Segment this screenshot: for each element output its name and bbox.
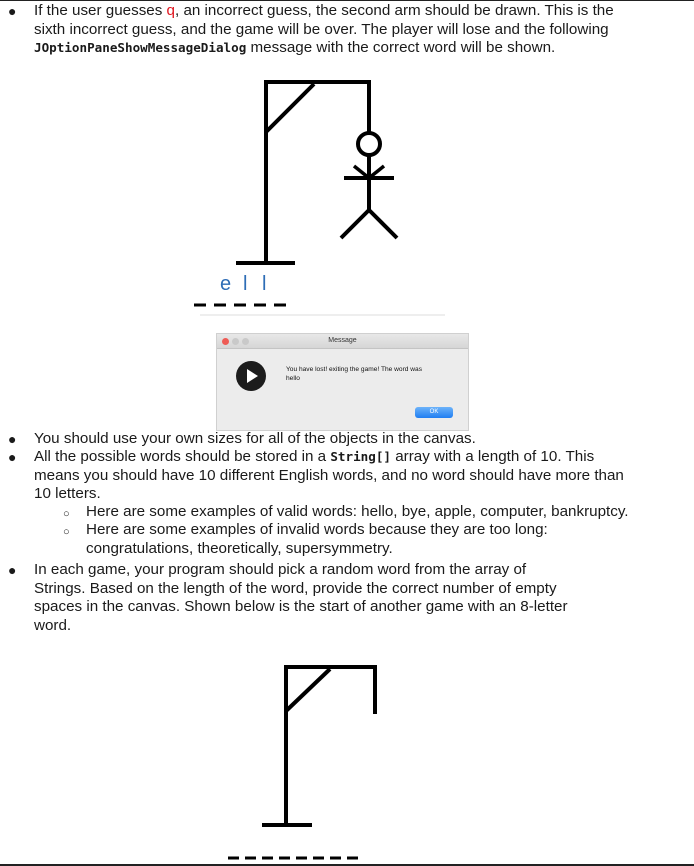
random-line-2: Strings. Based on the length of the word, provide the correct number of empty (34, 579, 557, 597)
words-line-3: 10 letters. (34, 485, 101, 502)
intro-text-cont: , an incorrect guess, the second arm should be drawn. This is the (175, 2, 614, 19)
letter-3: l (262, 273, 267, 295)
intro-line-3: message with the correct word will be shown. (246, 39, 556, 56)
invalid-words-line-2: congratulations, theoretically, supersymmetry. (86, 539, 393, 557)
dialog-message (286, 365, 422, 383)
code-string-array: String[] (330, 449, 391, 464)
bullet-dot: ● (8, 562, 17, 578)
bullet-dot: ● (8, 431, 17, 447)
guessed-letter: q (166, 2, 175, 19)
left-leg (341, 210, 369, 238)
dialog-message-line-1: You have lost! exiting the game! The word was (286, 366, 422, 373)
intro-text: If the user guesses (34, 2, 167, 19)
code-joptionpane: JOptionPaneShowMessageDialog (34, 40, 247, 55)
intro-line-2: sixth incorrect guess, and the game will be over. The player will lose and the following (34, 20, 609, 38)
bullet-dot: ● (8, 449, 17, 465)
play-icon (247, 369, 258, 383)
sizes-text: You should use your own sizes for all of the objects in the canvas. (34, 430, 476, 447)
random-line-4: word. (34, 616, 72, 634)
sub-bullet-circle: ○ (63, 526, 70, 538)
words-text-cont: array with a length of 10. This (391, 448, 595, 465)
letter-2: l (243, 273, 248, 295)
gallows-brace (286, 669, 330, 711)
sub-bullet-circle: ○ (63, 508, 70, 520)
message-dialog (216, 333, 469, 431)
top-rule (0, 0, 694, 1)
ok-button[interactable]: OK (415, 407, 453, 418)
valid-words-text: Here are some examples of valid words: hello, bye, apple, computer, bankruptcy. (86, 503, 629, 520)
gallows-brace (266, 84, 314, 132)
dialog-title: Message (328, 337, 357, 344)
dialog-titlebar (217, 334, 468, 349)
head (358, 133, 380, 155)
right-leg (369, 210, 397, 238)
java-icon (236, 361, 266, 391)
letter-1: e (220, 273, 232, 295)
random-line-1: In each game, your program should pick a random word from the array of (34, 561, 527, 578)
word-blanks-1 (190, 300, 300, 310)
words-text: All the possible words should be stored in a (34, 448, 331, 465)
words-line-2: means you should have 10 different English words, and no word should have more than (34, 466, 624, 484)
bullet-dot: ● (8, 3, 17, 19)
hangman-figure-empty (250, 655, 400, 835)
word-blanks-2 (224, 853, 374, 863)
random-line-3: spaces in the canvas. Shown below is the start of another game with an 8-letter (34, 598, 568, 615)
invalid-words-line-1: Here are some examples of invalid words because they are too long: (86, 521, 548, 538)
dialog-message-line-2: hello (286, 375, 300, 382)
